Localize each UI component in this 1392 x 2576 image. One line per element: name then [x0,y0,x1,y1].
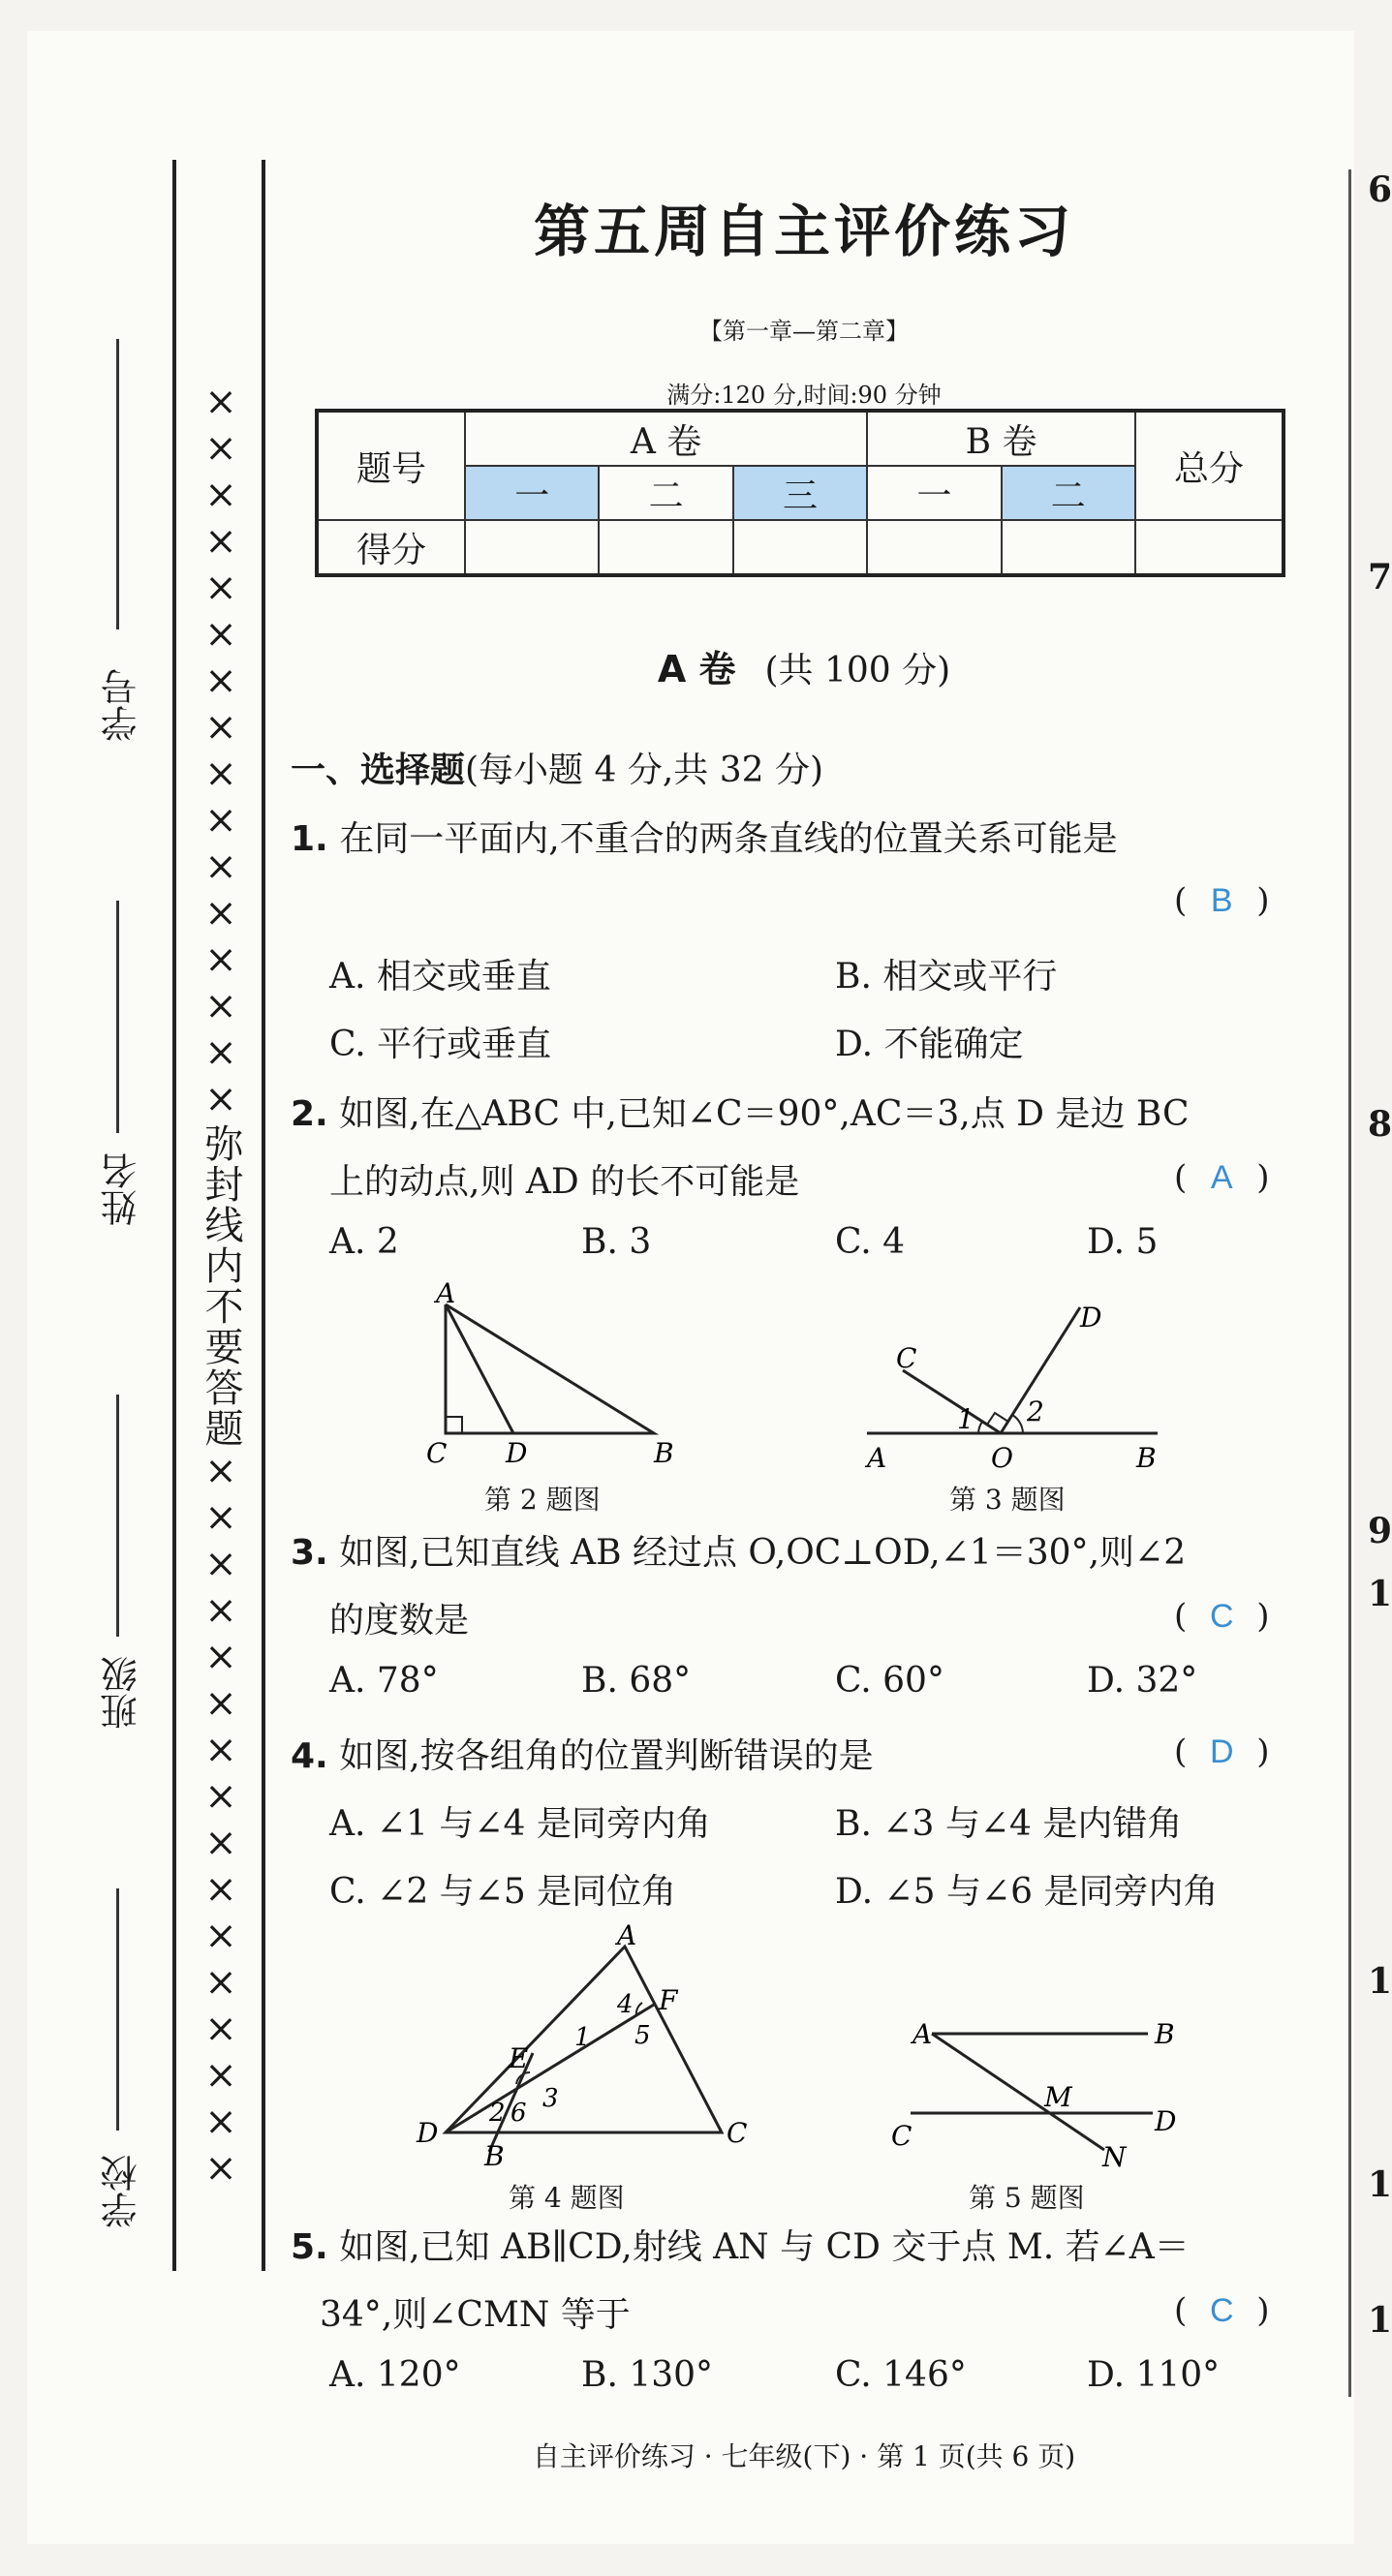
q3-option-b[interactable]: B. 68° [581,1661,692,1701]
part1-heading [291,743,823,792]
q1-option-c[interactable]: C. 平行或垂直 [329,1025,552,1064]
q4-answer: D [1209,1733,1234,1770]
q3-option-a[interactable]: A. 78° [329,1661,439,1701]
b-col-1: 一 [867,466,1001,520]
b-col-2: 二 [1002,466,1135,520]
figure-5-diagram [872,2009,1191,2173]
q2-stem-line1 [291,1087,1190,1136]
paren-open: ( [1174,1597,1188,1636]
fig3-label-c: C [896,1342,917,1374]
fig3-label-o: O [991,1442,1013,1474]
q3-stem-line2: 的度数是 [329,1601,470,1641]
total-header: 总分 [1135,411,1284,520]
volume-b-header: B 卷 [867,411,1135,466]
q2-answer-slot[interactable] [1174,1158,1270,1197]
total-score-cell[interactable] [1135,520,1284,575]
fig3-label-a: A [867,1442,887,1474]
score-cell[interactable] [867,520,1001,575]
q1-option-b[interactable]: B. 相交或平行 [835,957,1058,997]
figure-4-caption: 第 4 题图 [509,2182,625,2214]
q4-option-b[interactable]: B. ∠3 与∠4 是内错角 [835,1804,1183,1844]
q5-stem-line2: 34°,则∠CMN 等于 [320,2295,631,2335]
score-cell[interactable] [465,520,599,575]
q2-option-d[interactable]: D. 5 [1087,1222,1159,1262]
fig4-angle-6: 6 [510,2099,527,2128]
id-fill-line[interactable] [116,339,119,629]
q1-answer-slot[interactable] [1174,881,1270,920]
fig2-label-a: A [436,1277,456,1309]
paren-close: ) [1256,1733,1270,1771]
q2-option-a[interactable]: A. 2 [329,1222,399,1262]
score-cell[interactable] [733,520,867,575]
fig2-label-b: B [654,1437,674,1469]
fig4-angle-2: 2 [489,2099,506,2128]
fig4-angle-1: 1 [574,2023,591,2052]
a-col-2: 二 [599,466,732,520]
figure-3-caption: 第 3 题图 [949,1484,1066,1516]
q3-text-1: 如图,已知直线 AB 经过点 O,OC⊥OD,∠1＝30°,则∠2 [339,1533,1187,1573]
fig4-label-e: E [509,2042,529,2074]
q3-stem-line1 [291,1525,1186,1575]
fig2-label-d: D [506,1437,528,1469]
edge-glyph: 1 [1368,1574,1392,1614]
fig4-label-b: B [484,2140,505,2172]
id-label: 学号 [101,668,143,742]
q3-option-c[interactable]: C. 60° [835,1661,944,1701]
paren-close: ) [1256,2291,1270,2330]
fig4-label-f: F [659,1984,678,2016]
edge-glyph: 9 [1368,1511,1392,1551]
fig2-label-c: C [426,1437,448,1469]
q4-text: 如图,按各组角的位置判断错误的是 [339,1736,874,1776]
part1-heading-rest: (每小题 4 分,共 32 分) [465,751,824,790]
fig4-angle-3: 3 [542,2084,559,2113]
q5-option-a[interactable]: A. 120° [329,2355,461,2395]
q4-number: 4. [291,1736,328,1776]
q2-number: 2. [291,1094,328,1134]
a-col-3: 三 [733,466,867,520]
fig4-label-a: A [617,1919,637,1951]
q3-option-d[interactable]: D. 32° [1087,1661,1198,1701]
section-a-title [291,639,1317,692]
q5-text-1: 如图,已知 AB∥CD,射线 AN 与 CD 交于点 M. 若∠A＝ [339,2227,1190,2267]
score-cell[interactable] [1002,520,1135,575]
q2-option-b[interactable]: B. 3 [581,1222,652,1262]
exam-meta: 满分:120 分,时间:90 分钟 [666,382,942,409]
volume-a-header: A 卷 [465,411,867,466]
fig5-label-c: C [891,2120,913,2152]
q1-text: 在同一平面内,不重合的两条直线的位置关系可能是 [339,819,1118,859]
paren-open: ( [1174,2291,1188,2330]
fig4-angle-4: 4 [617,1990,634,2019]
score-cell[interactable] [599,520,732,575]
edge-glyph: 6 [1368,169,1392,210]
class-label: 班级 [101,1656,143,1730]
edge-glyph: 8 [1368,1104,1392,1145]
figure-2-diagram [407,1277,688,1469]
q2-text-1: 如图,在△ABC 中,已知∠C＝90°,AC＝3,点 D 是边 BC [339,1094,1190,1134]
q2-answer: A [1210,1159,1233,1196]
q5-answer-slot[interactable] [1174,2291,1270,2330]
a-col-1: 一 [465,466,599,520]
name-fill-line[interactable] [116,901,119,1133]
q4-stem [291,1729,874,1778]
fig4-label-c: C [727,2117,748,2149]
q2-stem-line2: 上的动点,则 AD 的长不可能是 [329,1162,800,1202]
figure-2-caption: 第 2 题图 [484,1484,601,1516]
fig5-label-n: N [1102,2141,1127,2173]
score-row-label: 得分 [317,520,465,575]
fig3-angle-2: 2 [1027,1395,1044,1427]
fig3-label-b: B [1136,1442,1157,1474]
paren-close: ) [1256,1158,1270,1197]
figure-3-diagram [862,1303,1172,1472]
fig5-label-b: B [1155,2018,1175,2050]
q1-option-a[interactable]: A. 相交或垂直 [329,957,551,997]
q4-option-d[interactable]: D. ∠5 与∠6 是同旁内角 [835,1872,1219,1912]
fig4-angle-5: 5 [634,2021,651,2050]
q4-option-a[interactable]: A. ∠1 与∠4 是同旁内角 [329,1804,711,1844]
fig5-label-m: M [1044,2081,1072,2113]
fig3-label-d: D [1080,1302,1102,1334]
paren-open: ( [1174,881,1188,920]
q3-number: 3. [291,1533,328,1573]
school-fill-line[interactable] [116,1888,119,2131]
class-fill-line[interactable] [116,1395,119,1637]
paren-close: ) [1256,881,1270,920]
q5-number: 5. [291,2227,328,2267]
q5-stem-line1 [291,2220,1190,2269]
q5-option-c[interactable]: C. 146° [835,2355,967,2395]
qnum-header: 题号 [317,411,465,520]
edge-glyph: 1 [1368,1961,1392,2002]
margin-rule-inner [262,160,265,2271]
adjacent-page-edge [1348,169,1351,2397]
q1-number: 1. [291,819,328,859]
section-a-name: A 卷 [657,648,736,690]
score-table [315,409,1285,577]
q3-answer: C [1209,1598,1234,1635]
seal-line-text: ××××××××××××××××弥封线内不要答题×××××××××××××××× [199,379,243,2193]
fig4-label-d: D [417,2117,439,2149]
q1-option-d[interactable]: D. 不能确定 [835,1025,1024,1064]
paren-open: ( [1174,1733,1188,1771]
figure-4-diagram [392,1919,751,2172]
page-footer: 自主评价练习 · 七年级(下) · 第 1 页(共 6 页) [532,2440,1076,2472]
q5-answer: C [1209,2292,1234,2329]
paren-close: ) [1256,1597,1270,1636]
edge-glyph: 1 [1368,2300,1392,2341]
q1-stem [291,812,1118,861]
q5-option-d[interactable]: D. 110° [1087,2355,1221,2395]
edge-glyph: 1 [1368,2164,1392,2205]
margin-rule-outer [172,160,176,2271]
name-label: 姓名 [101,1152,143,1226]
chapter-scope: 【第一章—第二章】 [699,318,909,345]
page-title: 第五周自主评价练习 [533,199,1074,264]
figure-5-caption: 第 5 题图 [969,2182,1085,2214]
paren-open: ( [1174,1158,1188,1197]
fig3-angle-1: 1 [957,1403,974,1435]
school-label: 学校 [101,2155,143,2228]
q4-option-c[interactable]: C. ∠2 与∠5 是同位角 [329,1872,677,1912]
q3-answer-slot[interactable] [1174,1597,1270,1636]
edge-glyph: 7 [1368,557,1392,598]
q5-option-b[interactable]: B. 130° [581,2355,714,2395]
q1-answer: B [1210,882,1233,919]
section-a-points: (共 100 分) [764,651,951,690]
q4-answer-slot[interactable] [1174,1733,1270,1771]
part1-heading-bold: 一、选择题 [291,751,466,790]
fig5-label-a: A [913,2018,933,2050]
fig5-label-d: D [1155,2105,1177,2137]
q2-option-c[interactable]: C. 4 [835,1222,906,1262]
